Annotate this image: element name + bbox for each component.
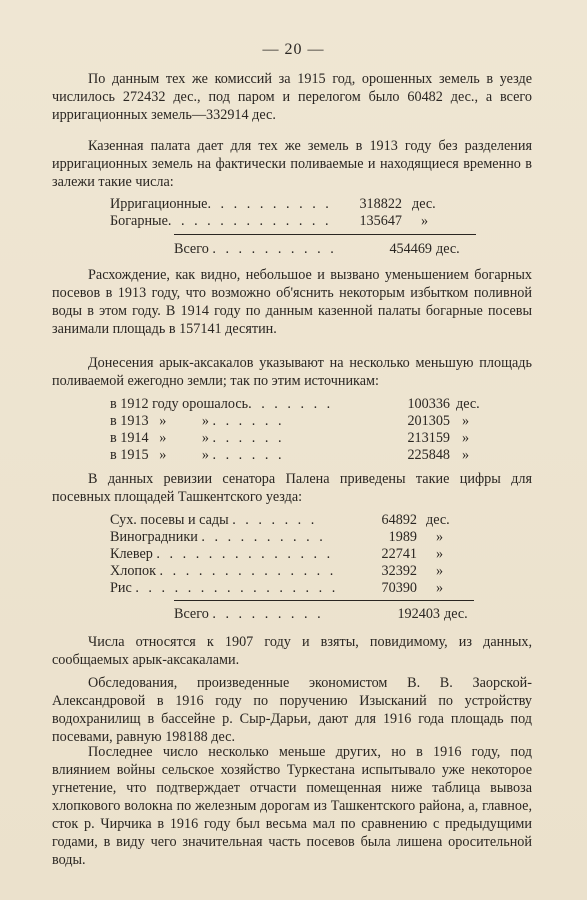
paragraph-2: Казенная палата дает для тех же земель в 1913 году без разделения ирригационных земель на фактически поливаемые и находящиеся временно в залежи такие числа:: [52, 138, 532, 190]
row-label: Сух. посевы и сады . . . . . . .: [110, 512, 318, 528]
row-value: 135647: [359, 213, 402, 229]
row-unit: »: [436, 563, 444, 579]
table-row: [110, 413, 480, 430]
row-label: Хлопок . . . . . . . . . . . . . .: [110, 563, 337, 579]
row-unit: »: [421, 213, 429, 229]
page-number: — 20 —: [262, 41, 325, 58]
table-row: [110, 563, 480, 580]
sum-rule: [174, 600, 474, 601]
total-label: Всего . . . . . . . . . .: [174, 241, 337, 257]
table-total-1: [174, 241, 480, 258]
row-label: в 1913 » » . . . . . .: [110, 413, 285, 429]
row-value: 201305: [407, 413, 450, 429]
table-row: [110, 196, 480, 213]
table-total-3: [174, 606, 480, 623]
total-value: 192403: [397, 606, 440, 622]
row-label: в 1912 году орошалось. . . . . . .: [110, 396, 334, 412]
total-row: [174, 241, 480, 258]
row-unit: дес.: [456, 396, 480, 412]
row-label: Рис . . . . . . . . . . . . . . . .: [110, 580, 339, 596]
paragraph-5: В данных ревизии сенатора Палена приведены такие цифры для посевных площадей Ташкентского уезда:: [52, 471, 532, 505]
row-value: 225848: [407, 447, 450, 463]
table-row: [110, 529, 480, 546]
row-value: 100336: [407, 396, 450, 412]
table-arik-aksakal: [110, 396, 480, 464]
paragraph-7: Обследования, произведенные экономистом В. В. Заорской-Александровой в 1916 году по поручению Изысканий по устройству водохранилищ в бассейне р. Сыр-Дарьи, дают для 1916 года площадь под посевами, равную 198188 дес.: [52, 675, 532, 745]
row-unit: »: [462, 447, 470, 463]
row-value: 64892: [381, 512, 417, 528]
row-label: Виноградники . . . . . . . . . .: [110, 529, 326, 545]
table-row: [110, 396, 480, 413]
table-palen-revision: [110, 512, 480, 597]
table-row: [110, 580, 480, 597]
sum-rule: [174, 234, 476, 235]
row-value: 22741: [381, 546, 417, 562]
row-label: Богарные. . . . . . . . . . . . .: [110, 213, 332, 229]
row-unit: »: [462, 430, 470, 446]
row-unit: дес.: [412, 196, 436, 212]
paragraph-4: Донесения арык-аксакалов указывают на несколько меньшую площадь поливаемой ежегодно земли; так по этим источникам:: [52, 355, 532, 389]
table-row: [110, 546, 480, 563]
total-unit: дес.: [444, 606, 468, 622]
row-unit: дес.: [426, 512, 450, 528]
row-label: в 1914 » » . . . . . .: [110, 430, 285, 446]
table-row: [110, 447, 480, 464]
table-row: [110, 512, 480, 529]
row-unit: »: [436, 546, 444, 562]
row-unit: »: [462, 413, 470, 429]
row-value: 1989: [388, 529, 417, 545]
row-value: 213159: [407, 430, 450, 446]
table-row: [110, 213, 480, 230]
row-label: Клевер . . . . . . . . . . . . . .: [110, 546, 334, 562]
paragraph-6: Числа относятся к 1907 году и взяты, повидимому, из данных, сообщаемых арык-аксакалами.: [52, 634, 532, 668]
total-label: Всего . . . . . . . . .: [174, 606, 324, 622]
total-value: 454469: [389, 241, 432, 257]
table-irrigation-1913: [110, 196, 480, 230]
total-unit: дес.: [436, 241, 460, 257]
row-value: 318822: [359, 196, 402, 212]
row-label: в 1915 » » . . . . . .: [110, 447, 285, 463]
table-row: [110, 430, 480, 447]
paragraph-8: Последнее число несколько меньше других, но в 1916 году, под влиянием войны сельское хозяйство Туркестана испытывало уже некоторое угнетение, что подтверждает отчасти помещенная ниже таблица вывоза хлопкового волокна по железным дорогам из Ташкентского района, а, главное, сток р. Чирчика в 1916 году был весьма мал по сравнению с предыдущими годами, в виду чего значительная часть посевов была лишена оросительной воды.: [52, 744, 532, 868]
row-unit: »: [436, 580, 444, 596]
paragraph-3: Расхождение, как видно, небольшое и вызвано уменьшением богарных посевов в 1913 году, что возможно об'яснить некоторым избытком поливной воды в этом году. В 1914 году по данным казенной палаты богарные посевы занимали площадь в 157141 десятин.: [52, 267, 532, 337]
paragraph-1: По данным тех же комиссий за 1915 год, орошенных земель в уезде числилось 272432 дес., под паром и перелогом было 60482 дес., а всего ирригационных земель—332914 дес.: [52, 71, 532, 123]
row-value: 70390: [381, 580, 417, 596]
row-label: Ирригационные. . . . . . . . . .: [110, 196, 332, 212]
total-row: [174, 606, 480, 623]
row-unit: »: [436, 529, 444, 545]
row-value: 32392: [381, 563, 417, 579]
